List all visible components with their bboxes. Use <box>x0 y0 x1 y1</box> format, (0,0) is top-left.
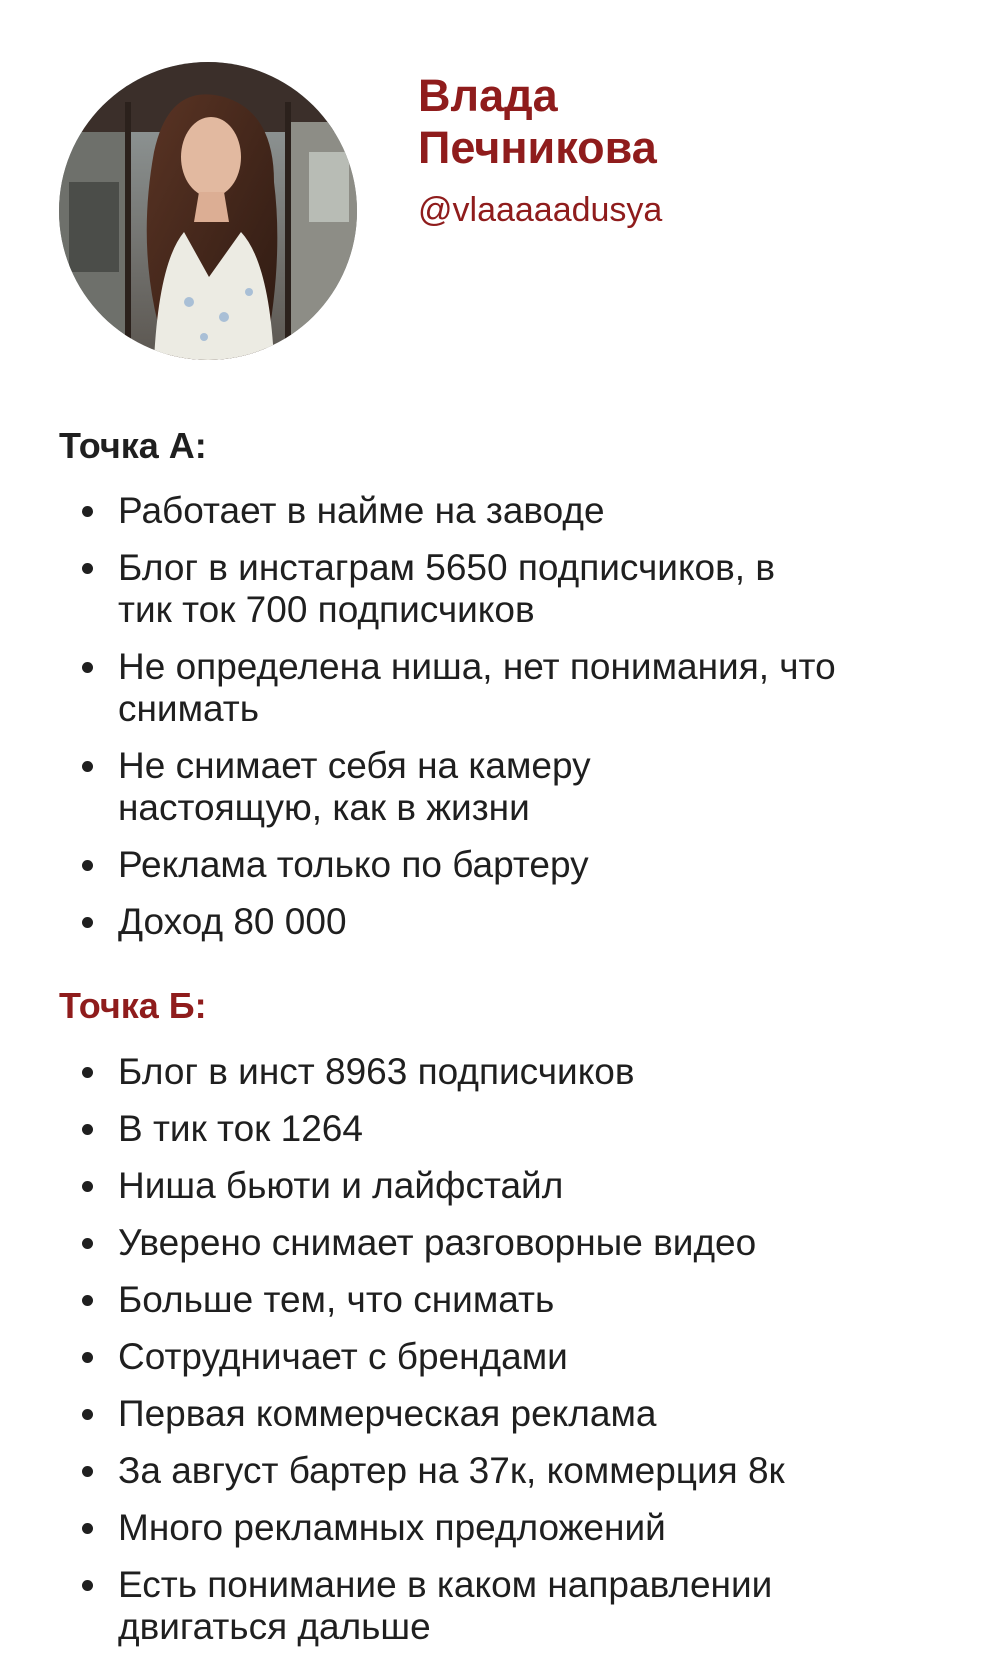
list-item: Не снимает себя на камеру настоящую, как в жизни <box>59 745 959 829</box>
profile-handle: @vlaaaaadusya <box>418 191 663 229</box>
bullet-icon <box>82 1067 93 1078</box>
list-item: Не определена ниша, нет понимания, что снимать <box>59 646 959 730</box>
bullet-icon <box>82 1409 93 1420</box>
bullet-icon <box>82 761 93 772</box>
bullet-icon <box>82 662 93 673</box>
point-b-title: Точка Б: <box>59 985 207 1026</box>
list-item: Работает в найме на заводе <box>59 490 959 532</box>
bullet-icon <box>82 860 93 871</box>
bullet-icon <box>82 506 93 517</box>
avatar <box>59 62 357 360</box>
list-item: Реклама только по бартеру <box>59 844 959 886</box>
bullet-icon <box>82 1523 93 1534</box>
list-item: Блог в инстаграм 5650 подписчиков, в тик ток 700 подписчиков <box>59 547 959 631</box>
list-item: Первая коммерческая реклама <box>59 1393 959 1435</box>
list-item: Доход 80 000 <box>59 901 959 943</box>
bullet-icon <box>82 917 93 928</box>
first-name: Влада <box>418 70 558 121</box>
list-item: Сотрудничает с брендами <box>59 1336 959 1378</box>
last-name: Печникова <box>418 122 657 173</box>
bullet-icon <box>82 563 93 574</box>
profile-name <box>418 70 838 174</box>
list-item: Блог в инст 8963 подписчиков <box>59 1051 959 1093</box>
point-a-title: Точка А: <box>59 425 207 466</box>
bullet-icon <box>82 1466 93 1477</box>
list-item: Ниша бьюти и лайфстайл <box>59 1165 959 1207</box>
bullet-icon <box>82 1295 93 1306</box>
list-item: Уверено снимает разговорные видео <box>59 1222 959 1264</box>
list-item: Есть понимание в каком направлении двигаться дальше <box>59 1564 959 1648</box>
point-a-list <box>59 490 959 958</box>
list-item: Много рекламных предложений <box>59 1507 959 1549</box>
list-item: В тик ток 1264 <box>59 1108 959 1150</box>
bullet-icon <box>82 1352 93 1363</box>
bullet-icon <box>82 1124 93 1135</box>
avatar-photo <box>59 62 357 360</box>
list-item: Больше тем, что снимать <box>59 1279 959 1321</box>
list-item: За август бартер на 37к, коммерция 8к <box>59 1450 959 1492</box>
bullet-icon <box>82 1580 93 1591</box>
point-b-list <box>59 1051 959 1663</box>
bullet-icon <box>82 1181 93 1192</box>
bullet-icon <box>82 1238 93 1249</box>
